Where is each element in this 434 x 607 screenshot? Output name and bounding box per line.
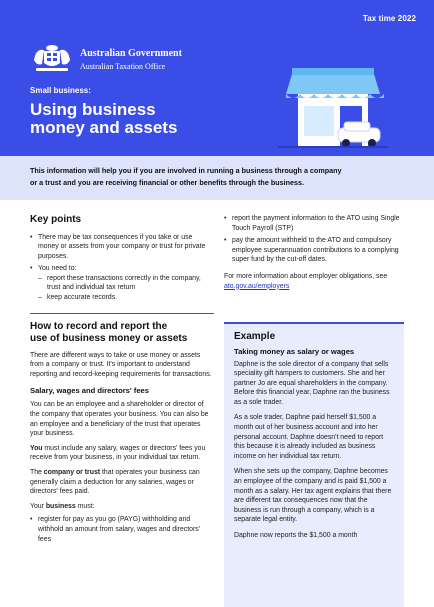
example-paragraph-1: Daphne is the sole director of a company that sells speciality gift hampers to customers. She and her partner Jo are equal shareholders in the company. Before this financial year, Daphne ran the business as a sole trader. (234, 360, 390, 406)
left-column (30, 214, 214, 544)
salary-paragraph-4 (30, 502, 214, 512)
emphasis-you: You (30, 444, 43, 452)
section-kicker: Small business: (30, 86, 91, 95)
list-item: – report these transactions correctly in the company, trust and individual tax return (38, 274, 214, 293)
section-divider (30, 313, 214, 314)
business-obligations-list (30, 515, 214, 544)
how-to-heading-line2: use of business money or assets (30, 333, 188, 345)
salary-paragraph-3 (30, 468, 214, 497)
emphasis-company-or-trust: company or trust (43, 469, 101, 476)
key-points-list (30, 233, 214, 274)
intro-band (0, 156, 434, 200)
salary-p2-rest: must include any salary, wages or directors' fees you receive from your business, in your individual tax return. (30, 444, 206, 462)
list-item: • report the payment information to the ATO using Single Touch Payroll (STP) (224, 214, 404, 233)
salary-heading: Salary, wages and directors' fees (30, 386, 150, 396)
how-to-heading-line1: How to record and report the (30, 320, 168, 332)
emphasis-business: business (45, 502, 76, 510)
employers-link[interactable]: ato.gov.au/employers (224, 282, 290, 290)
header-banner (0, 0, 434, 156)
government-wordmark (80, 48, 182, 71)
list-item: • You need to: (30, 264, 214, 274)
page-title-line1: Using business (30, 100, 156, 119)
example-paragraph-2: As a sole trader, Daphne paid herself $1,500 a month out of her business account and into her personal account. Daphne doesn't need to report this because it is already included as business income on her individual tax return. (234, 414, 384, 460)
example-paragraph-3: When she sets up the company, Daphne becomes an employee of the company and is paid $1,500 a month as a salary. Her tax agent explains that there are different tax consequences now that the business is run through a company, which is a separate legal entity. (234, 468, 392, 524)
more-info-paragraph (224, 272, 404, 291)
business-obligations-list-continued (224, 214, 404, 265)
salary-p3-pre: The (30, 469, 44, 476)
list-item: • There may be tax consequences if you take or use money or assets from your company or trust for private purposes. (30, 233, 214, 262)
example-paragraph-4: Daphne now reports the $1,500 a month (234, 532, 358, 539)
tax-time-badge: Tax time 2022 (362, 14, 416, 23)
page-title-line2: money and assets (30, 118, 178, 137)
key-points-sublist (38, 274, 214, 303)
example-subheading: Taking money as salary or wages (234, 346, 355, 356)
gov-name: Australian Government (80, 48, 182, 59)
intro-line2: or a trust and you are receiving financial or other benefits through the business. (30, 177, 304, 187)
list-item: • register for pay as you go (PAYG) withholding and withhold an amount from salary, wages and directors' fees (30, 515, 214, 544)
how-to-heading (30, 321, 214, 346)
right-column (224, 214, 404, 291)
salary-p3-rest: that operates your business can generally claim a deduction for any salaries, wages or directors' fees paid. (30, 469, 200, 496)
how-to-paragraph: There are different ways to take or use money or assets from a company or trust. It's important to understand reporting and record-keeping requirements for transactions. (30, 351, 212, 378)
salary-p4-rest: must: (75, 502, 95, 510)
intro-line1: This information will help you if you are involved in running a business through a company (30, 166, 342, 175)
ato-name: Australian Taxation Office (80, 62, 166, 71)
list-item: – keep accurate records. (38, 293, 214, 303)
salary-paragraph-1: You can be an employee and a shareholder or director of the company that operates your business. You can also be an employee and a beneficiary of the trust that operates your business. (30, 401, 209, 438)
example-box (224, 322, 404, 607)
more-info-text: For more information about employer obligations, see (224, 272, 388, 280)
salary-paragraph-2 (30, 444, 214, 463)
list-item: • pay the amount withheld to the ATO and compulsory employee superannuation contributions to a complying super fund by the cut-off dates. (224, 236, 404, 265)
example-heading: Example (234, 331, 276, 342)
salary-p4-pre: Your (30, 502, 46, 510)
shop-illustration-icon (278, 58, 388, 148)
key-points-heading: Key points (30, 214, 82, 225)
intro-text (30, 165, 415, 188)
coat-of-arms-icon (30, 40, 74, 76)
page-title (30, 101, 260, 137)
